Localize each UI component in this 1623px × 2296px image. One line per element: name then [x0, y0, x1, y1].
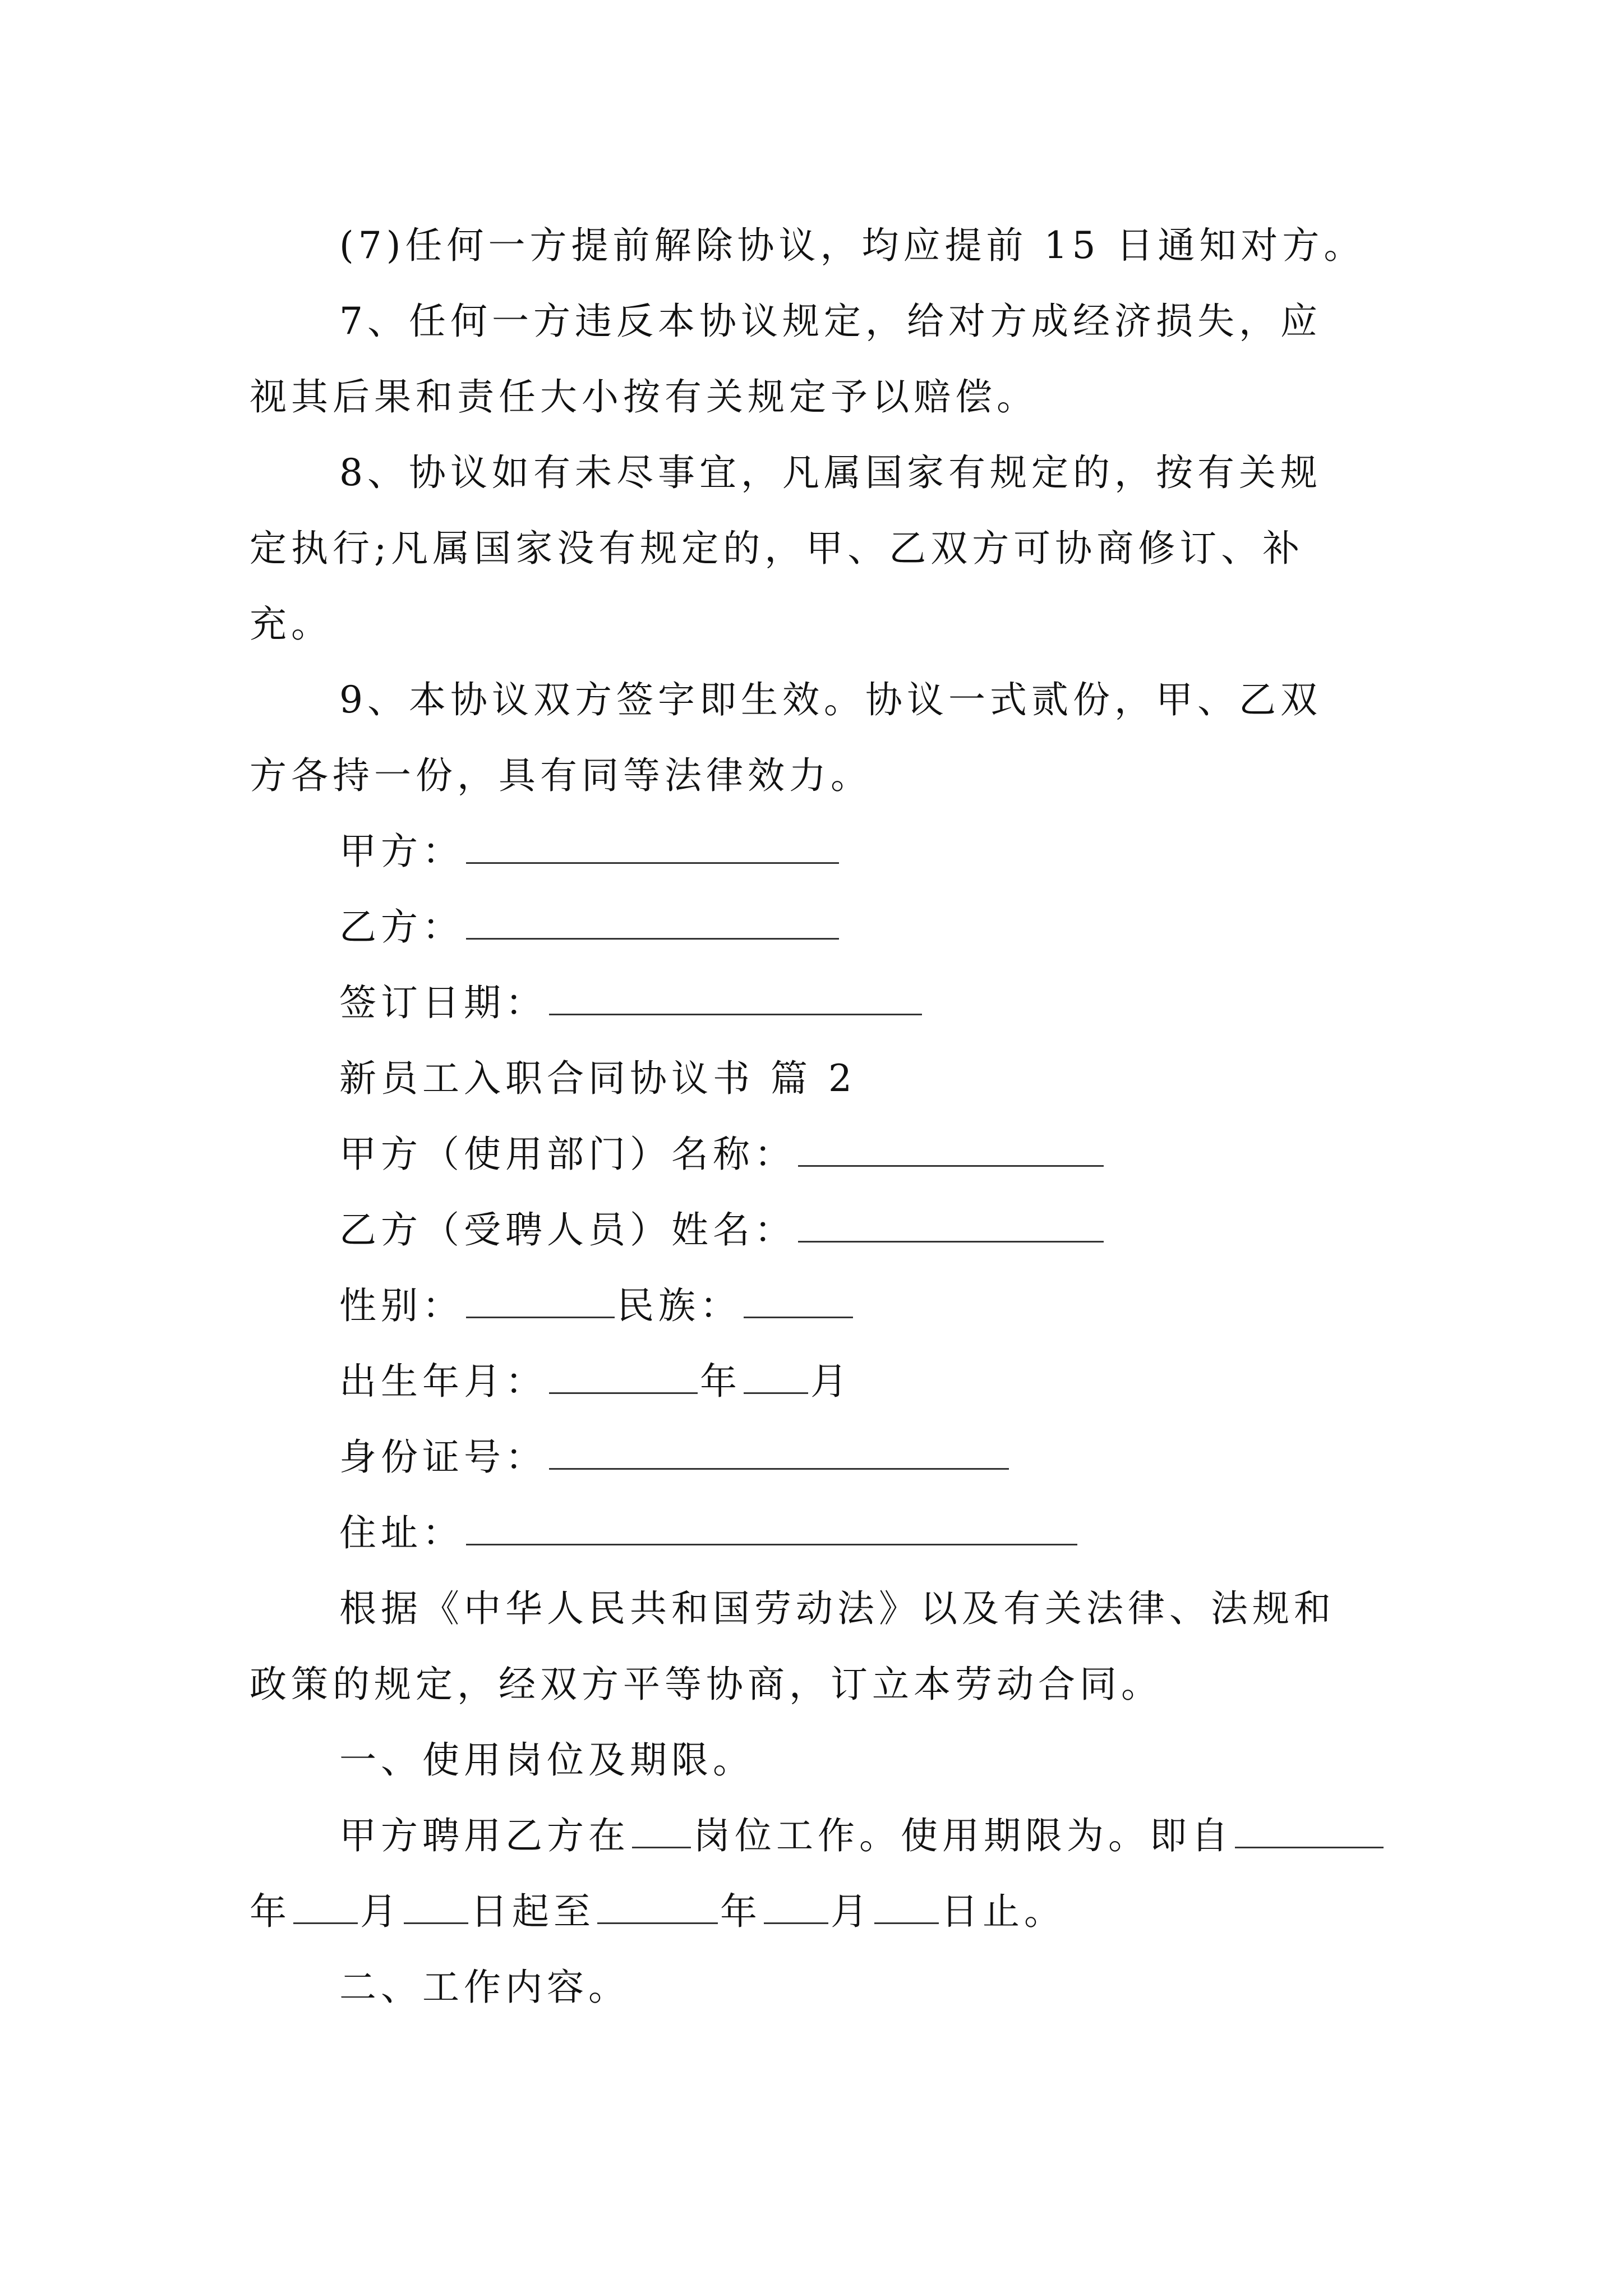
- sign-date-label: 签订日期：: [339, 981, 547, 1024]
- ethnicity-label: 民族：: [617, 1284, 741, 1327]
- ethnicity-blank[interactable]: [744, 1284, 853, 1318]
- employee-name-field: [339, 1208, 1106, 1253]
- end-month-unit: 月: [831, 1890, 872, 1933]
- party-a-blank[interactable]: [466, 830, 839, 864]
- term-text-a: 甲方聘用乙方在: [339, 1814, 630, 1857]
- clause-9-line-2: 方各持一份，具有同等法律效力。: [250, 754, 872, 797]
- party-b-label: 乙方：: [339, 905, 464, 949]
- party-a-signature: [339, 829, 841, 874]
- sign-date-blank[interactable]: [549, 981, 922, 1015]
- birth-month-blank[interactable]: [744, 1360, 808, 1394]
- party-b-blank[interactable]: [466, 905, 839, 940]
- employer-name-field: [339, 1132, 1106, 1177]
- section-two-title: 二、工作内容。: [339, 1966, 630, 2009]
- birth-label: 出生年月：: [339, 1360, 547, 1403]
- start-day-blank[interactable]: [404, 1890, 468, 1924]
- end-day-unit: 日止。: [941, 1890, 1066, 1933]
- id-blank[interactable]: [549, 1435, 1009, 1470]
- term-line-2: [250, 1889, 1066, 1934]
- address-label: 住址：: [339, 1511, 464, 1554]
- birth-year-unit: 年: [700, 1360, 741, 1403]
- gender-blank[interactable]: [466, 1284, 615, 1318]
- address-field: [339, 1511, 1080, 1556]
- gender-label: 性别：: [339, 1284, 464, 1327]
- end-month-blank[interactable]: [764, 1890, 828, 1924]
- start-day-unit: 日起至: [471, 1890, 595, 1933]
- end-year-blank[interactable]: [597, 1890, 718, 1924]
- clause-7-line-1: 7、任何一方违反本协议规定，给对方成经济损失，应: [339, 300, 1322, 343]
- sign-date: [339, 981, 924, 1025]
- clause-7-line-2: 视其后果和责任大小按有关规定予以赔偿。: [250, 375, 1038, 418]
- employer-blank[interactable]: [798, 1133, 1104, 1167]
- intro-line-1: 根据《中华人民共和国劳动法》以及有关法律、法规和: [339, 1587, 1335, 1630]
- id-label: 身份证号：: [339, 1435, 547, 1479]
- clause-7-sub-7: (7)任何一方提前解除协议，均应提前 15 日通知对方。: [339, 224, 1366, 267]
- birth-year-blank[interactable]: [549, 1360, 698, 1394]
- section-title: 新员工入职合同协议书 篇 2: [339, 1057, 856, 1100]
- clause-8-line-1: 8、协议如有未尽事宜，凡属国家有规定的，按有关规: [339, 451, 1322, 494]
- end-year-unit: 年: [720, 1890, 762, 1933]
- clause-8-line-3: 充。: [250, 602, 333, 646]
- section-one-title: 一、使用岗位及期限。: [339, 1738, 754, 1782]
- id-number-field: [339, 1435, 1011, 1480]
- gender-ethnicity-field: [339, 1283, 855, 1328]
- end-day-blank[interactable]: [874, 1890, 939, 1924]
- party-b-signature: [339, 905, 841, 950]
- party-a-label: 甲方：: [339, 830, 464, 873]
- intro-line-2: 政策的规定，经双方平等协商，订立本劳动合同。: [250, 1663, 1163, 1706]
- employer-label: 甲方（使用部门）名称：: [339, 1133, 796, 1176]
- term-line-1: [339, 1814, 1386, 1858]
- address-blank[interactable]: [466, 1511, 1077, 1545]
- start-year-blank[interactable]: [1235, 1814, 1384, 1848]
- clause-8-line-2: 定执行;凡属国家没有规定的，甲、乙双方可协商修订、补: [250, 527, 1304, 570]
- start-year-unit: 年: [250, 1890, 291, 1933]
- birth-month-unit: 月: [810, 1360, 852, 1403]
- clause-9-line-1: 9、本协议双方签字即生效。协议一式贰份，甲、乙双: [339, 678, 1322, 721]
- employee-blank[interactable]: [798, 1208, 1104, 1243]
- employee-label: 乙方（受聘人员）姓名：: [339, 1208, 796, 1251]
- start-month-unit: 月: [360, 1890, 402, 1933]
- start-month-blank[interactable]: [293, 1890, 358, 1924]
- birth-field: [339, 1359, 852, 1404]
- position-blank[interactable]: [632, 1814, 691, 1848]
- term-text-b: 岗位工作。使用期限为。即自: [693, 1814, 1233, 1857]
